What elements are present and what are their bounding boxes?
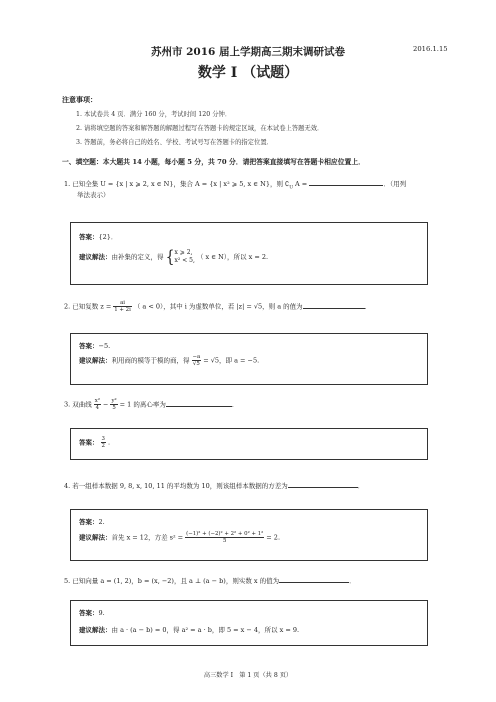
answer-blank: [279, 575, 349, 583]
answer-line: 答案：2.: [79, 518, 105, 526]
method-line: 建议解法：由 a · (a − b) = 0，得 a² = a · b，即 5 = x − 4，所以 x = 9.: [79, 626, 300, 634]
question-1-line-2: 举法表示）: [77, 191, 110, 199]
answer-box-1: [70, 222, 428, 285]
exam-title: 苏州市 2016 届上学期高三期末调研试卷: [150, 46, 346, 58]
answer-blank: [288, 480, 358, 488]
answer-box-3: [70, 428, 428, 460]
answer-blank: [309, 178, 383, 186]
question-2: 2. 已知复数 z = $\frac{ai}{1 + 2i}$ （ a < 0），其中 i 为虚数单位，若 |z| = √5，则 a 的值为 ．: [64, 300, 372, 313]
question-3: 3. 双曲线 $\frac{\text{x²}}{4}$ − $\frac{\text{y²}}{5}$ = 1 的离心率为 ．: [64, 398, 239, 411]
notice-item-2: 2. 请将填空题的答案和解答题的解题过程写在答题卡的规定区域，在本试卷上答题无效．: [76, 125, 324, 132]
page-footer: 高三数学 I 第 1 页（共 8 页）: [203, 672, 293, 679]
question-4: 4. 若一组样本数据 9, 8, x, 10, 11 的平均数为 10，则该组样本数据的方差为 ．: [64, 482, 365, 490]
notice-item-3: 3. 答题前，务必将自己的姓名、学校、考试号写在答题卡的指定位置．: [76, 139, 273, 146]
exam-subtitle: 数学 I （试题）: [197, 65, 299, 81]
question-5: 5. 已知向量 a = (1, 2)，b = (x, −2)，且 a ⊥ (a − b)，则实数 x 的值为 ．: [64, 577, 356, 585]
answer-box-5: [70, 600, 428, 646]
answer-blank: [166, 399, 232, 407]
answer-box-4: [70, 509, 428, 561]
brace-icon: {: [165, 247, 175, 267]
section-heading: 一、填空题：本大题共 14 小题，每小题 5 分，共 70 分．请把答案直接填写在答题卡相应位置上．: [62, 158, 365, 166]
exam-date: 2016.1.15: [413, 45, 448, 53]
answer-line: 答案：{2}．: [79, 233, 118, 241]
notice-heading: 注意事项：: [62, 95, 97, 104]
notice-item-1: 1. 本试卷共 4 页．满分 160 分，考试时间 120 分钟．: [76, 111, 232, 118]
method-line: 建议解法：利用商的模等于模的商，得 $\frac{-a}{√5}$ = √5，即 a = −5.: [79, 354, 260, 367]
answer-line: 答案：−5.: [79, 342, 111, 350]
method-line: 建议解法：首先 x = 12，方差 s² = $\frac{\text{(−1)² + (−2)² + 2² + 0² + 1²}}{5}$ = 2.: [79, 531, 281, 544]
question-1: 1. 已知全集 U = {x | x ⩾ 2, x ∈ N}，集合 A = {x | x² ⩾ 5, x ∈ N}，则 $∁_U$ A = ．（用列: [64, 180, 407, 191]
method-line: 建议解法：由补集的定义，得 { x ⩾ 2, x² < 5, （ x ∈ N），所以 x = 2.: [79, 247, 269, 267]
answer-box-2: [70, 333, 428, 385]
answer-blank: [303, 301, 365, 309]
answer-line: 答案：9.: [79, 609, 105, 617]
answer-line: 答案： $\frac{3}{2}$ .: [79, 436, 111, 449]
